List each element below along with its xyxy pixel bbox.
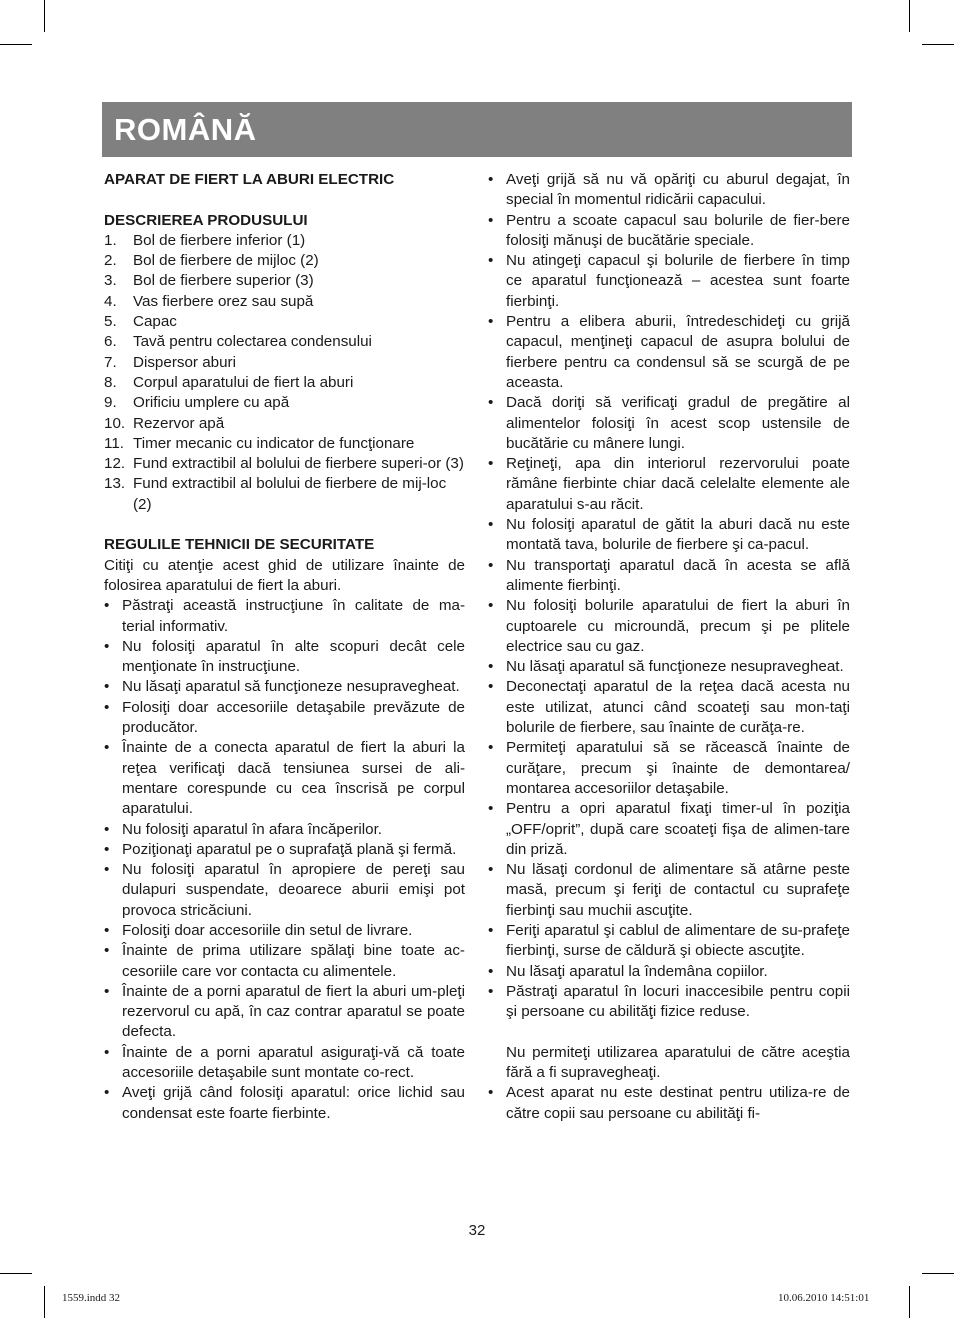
list-item-text: Tavă pentru colectarea condensului [133, 333, 372, 351]
list-item-text: Orificiu umplere cu apă [133, 394, 290, 412]
bullet-icon: • [488, 171, 494, 188]
list-item [104, 373, 465, 393]
list-item-text: Capac [133, 313, 177, 331]
supervision-note: Nu permiteţi utilizarea aparatului de către aceştia fără a fi supravegheaţi. [506, 1043, 850, 1082]
bullet-icon: • [488, 678, 494, 696]
list-item [104, 596, 465, 637]
list-item-text: Feriţi aparatul şi cablul de alimentare de su-prafeţe fierbinţi, surse de căldură şi obiecte ascuţite. [506, 921, 850, 960]
bullet-icon: • [104, 820, 110, 838]
list-item-text: Bol de fierbere de mijloc (2) [133, 252, 319, 270]
list-item [104, 312, 465, 332]
list-item-text: Dispersor aburi [133, 353, 236, 371]
safety-bullet-list [104, 596, 465, 1124]
list-item-number: 12. [104, 455, 126, 473]
list-item-text: Nu folosiţi aparatul în apropiere de pereţi sau dulapuri suspendate, deoarece aburii emişi pot provoca stricăciuni. [122, 861, 465, 919]
list-item-text: Pentru a scoate capacul sau bolurile de fier-bere folosiţi mănuşi de bucătărie speciale. [506, 211, 850, 249]
list-item-text: Nu folosiţi bolurile aparatului de fiert la aburi în cuptoarele cu microundă, precum şi pe plitele electrice sau cu gaz. [506, 597, 850, 655]
description-heading: DESCRIEREA PRODUSULUI [104, 211, 308, 229]
parts-list [104, 231, 465, 515]
bullet-icon: • [104, 597, 110, 615]
list-item [104, 637, 465, 678]
list-item [488, 454, 850, 515]
crop-mark [44, 0, 45, 32]
list-item-number: 13. [104, 475, 126, 493]
list-item [104, 820, 465, 840]
bullet-icon: • [104, 739, 110, 757]
bullet-icon: • [488, 597, 494, 615]
crop-mark [0, 1273, 32, 1274]
bullet-icon: • [488, 455, 494, 473]
list-item-number: 5. [104, 313, 117, 331]
list-item [104, 454, 465, 474]
list-item [104, 251, 465, 271]
list-item [104, 677, 465, 697]
bullet-icon: • [488, 800, 494, 818]
list-item [104, 738, 465, 819]
list-item-text: Nu atingeţi capacul şi bolurile de fierbere în timp ce aparatul funcţionează – acestea sunt foarte fierbinţi. [506, 252, 850, 310]
list-item [104, 353, 465, 373]
list-item [104, 840, 465, 860]
safety-heading: REGULILE TEHNICII DE SECURITATE [104, 536, 375, 554]
list-item-text: Bol de fierbere superior (3) [133, 272, 314, 290]
list-item [104, 292, 465, 312]
list-item-text: Poziţionaţi aparatul pe o suprafaţă plană şi fermă. [122, 840, 457, 858]
bullet-icon: • [488, 739, 494, 757]
list-item-text: Pentru a opri aparatul fixaţi timer-ul în poziţia „OFF/oprit”, după care scoateţi fişa de alimen-tare din priză. [506, 800, 850, 858]
list-item-text: Nu lăsaţi aparatul la îndemâna copiilor. [506, 962, 768, 980]
right-column [488, 170, 850, 1124]
page-number: 32 [468, 1222, 486, 1239]
bullet-icon: • [488, 962, 494, 980]
list-item [104, 271, 465, 291]
list-item-text: Păstraţi aparatul în locuri inaccesibile pentru copii şi persoane cu abilităţi fizice reduse. [506, 982, 850, 1021]
bullet-icon: • [104, 1084, 110, 1102]
list-item-number: 2. [104, 252, 117, 270]
list-item [104, 982, 465, 1043]
list-item-text: Dacă doriţi să verificaţi gradul de pregătire al alimentelor folosiţi în acest scop ustensile de bucătărie cu mânere lungi. [506, 394, 850, 452]
list-item [488, 860, 850, 921]
bullet-icon: • [104, 637, 110, 655]
product-title: APARAT DE FIERT LA ABURI ELECTRIC [104, 171, 395, 188]
list-item-text: Înainte de a porni aparatul de fiert la aburi um-pleţi rezervorul cu apă, în caz contrar aparatul se poate defecta. [122, 982, 465, 1041]
list-item [488, 556, 850, 597]
bullet-icon: • [488, 516, 494, 534]
list-item-text: Timer mecanic cu indicator de funcţionare [133, 434, 415, 452]
list-item [104, 1043, 465, 1084]
list-item-text: Permiteţi aparatului să se răcească înainte de curăţare, precum şi înainte de demontarea/ montarea accesoriilor detaşabile. [506, 739, 850, 797]
list-item-text: Corpul aparatului de fiert la aburi [133, 373, 354, 391]
list-item [488, 170, 850, 211]
list-item [104, 393, 465, 413]
list-item [488, 657, 850, 677]
list-item [104, 231, 465, 251]
list-item-text: Nu transportaţi aparatul dacă în acesta se află alimente fierbinţi. [506, 556, 850, 594]
crop-mark [909, 0, 910, 32]
list-item [488, 1083, 850, 1124]
bullet-icon: • [104, 840, 110, 858]
bullet-icon: • [488, 1084, 494, 1102]
list-item [488, 312, 850, 393]
list-item [488, 921, 850, 962]
list-item-number: 1. [104, 231, 117, 249]
safety-intro: Citiţi cu atenţie acest ghid de utilizare înainte de folosirea aparatului de fiert la aburi. [104, 556, 465, 594]
list-item [104, 474, 465, 515]
list-item [104, 332, 465, 352]
list-item [488, 211, 850, 252]
left-column [104, 170, 465, 1124]
bullet-icon: • [104, 678, 110, 696]
list-item-number: 4. [104, 292, 117, 310]
bullet-icon: • [104, 698, 110, 716]
bullet-icon: • [104, 1043, 110, 1061]
bullet-icon: • [488, 861, 494, 879]
date-info: 10.06.2010 14:51:01 [778, 1292, 870, 1304]
list-item-text: Acest aparat nu este destinat pentru utiliza-re de către copii sau persoane cu abilităţi fi- [506, 1084, 850, 1122]
bullet-icon: • [488, 556, 494, 574]
crop-mark [922, 1273, 954, 1274]
list-item-text: Nu folosiţi aparatul în alte scopuri decât cele menţionate în instrucţiune. [122, 637, 465, 676]
list-item-text: Înainte de prima utilizare spălaţi bine toate ac-cesoriile care vor contacta cu alimentele. [122, 942, 465, 980]
language-title: ROMÂNĂ [114, 112, 257, 147]
crop-mark [922, 44, 954, 45]
list-item-text: Înainte de a porni aparatul asiguraţi-vă că toate accesoriile detaşabile sunt montate co-rect. [122, 1043, 465, 1082]
bullet-icon: • [488, 313, 494, 331]
list-item-text: Nu lăsaţi cordonul de alimentare să atârne peste masă, precum şi feriţi de contactul cu suprafeţe fierbinţi sau muchii ascuţite. [506, 861, 850, 919]
list-item [104, 434, 465, 454]
bullet-icon: • [488, 394, 494, 412]
bullet-icon: • [488, 252, 494, 270]
list-item [488, 393, 850, 454]
list-item [104, 414, 465, 434]
list-item [104, 1083, 465, 1124]
list-item-number: 8. [104, 373, 117, 391]
crop-mark [909, 1286, 910, 1318]
list-item-text: Bol de fierbere inferior (1) [133, 231, 306, 249]
list-item-number: 11. [104, 434, 124, 452]
list-item-text: Nu folosiţi aparatul de gătit la aburi dacă nu este montată tava, bolurile de fierbere şi ca-pacul. [506, 516, 850, 554]
list-item [104, 921, 465, 941]
list-item-text: Nu lăsaţi aparatul să funcţioneze nesupravegheat. [122, 678, 460, 696]
list-item [104, 698, 465, 739]
bullet-icon: • [104, 942, 110, 960]
list-item-number: 6. [104, 333, 117, 351]
list-item [488, 738, 850, 799]
list-item-text: Aveţi grijă să nu vă opăriţi cu aburul degajat, în special în momentul ridicării capacului. [506, 171, 850, 209]
list-item [488, 799, 850, 860]
bullet-icon: • [488, 921, 494, 939]
list-item-text: Deconectaţi aparatul de la reţea dacă acesta nu este utilizat, atunci când scoateţi sau mon-taţi bolurile de fierbere, sau înainte de curăţa-re. [506, 678, 850, 737]
crop-mark [0, 44, 32, 45]
list-item [488, 596, 850, 657]
safety-bullet-list [488, 1083, 850, 1124]
list-item-number: 7. [104, 353, 117, 371]
list-item-number: 10. [104, 414, 126, 432]
list-item-number: 9. [104, 394, 117, 412]
bullet-icon: • [104, 982, 110, 1000]
list-item [104, 941, 465, 982]
list-item-text: Folosiţi doar accesoriile detaşabile prevăzute de producător. [122, 698, 465, 737]
list-item-text: Vas fierbere orez sau supă [133, 292, 314, 310]
crop-mark [44, 1286, 45, 1318]
list-item-text: Nu lăsaţi aparatul să funcţioneze nesupravegheat. [506, 658, 844, 676]
safety-bullet-list [488, 170, 850, 1022]
list-item-text: Fund extractibil al bolului de fierbere superi-or (3) [133, 455, 464, 473]
list-item [488, 982, 850, 1023]
list-item-text: Folosiţi doar accesoriile din setul de livrare. [122, 921, 413, 939]
list-item-text: Pentru a elibera aburii, întredeschideţi cu grijă capacul, menţineţi capacul de asupra bolului de fierbere pentru ca condensul să se scurgă de pe aceasta. [506, 313, 850, 391]
file-info: 1559.indd 32 [62, 1292, 121, 1304]
list-item-text: Reţineţi, apa din interiorul rezervorului poate rămâne fierbinte chiar dacă celelalte elemente ale aparatului s-au răcit. [506, 455, 850, 513]
bullet-icon: • [488, 982, 494, 1000]
list-item [104, 860, 465, 921]
list-item [488, 251, 850, 312]
list-item-text: Fund extractibil al bolului de fierbere de mij-loc (2) [133, 475, 447, 513]
bullet-icon: • [488, 211, 494, 229]
list-item [488, 962, 850, 982]
list-item [488, 515, 850, 556]
list-item-text: Nu folosiţi aparatul în afara încăperilor. [122, 820, 383, 838]
bullet-icon: • [104, 921, 110, 939]
list-item [488, 677, 850, 738]
bullet-icon: • [488, 658, 494, 676]
list-item-text: Rezervor apă [133, 414, 225, 432]
list-item-number: 3. [104, 272, 117, 290]
bullet-icon: • [104, 861, 110, 879]
list-item-text: Înainte de a conecta aparatul de fiert la aburi la reţea verificaţi dacă tensiunea sursei de ali-mentare corespunde cu cea înscrisă pe corpul aparatului. [122, 739, 465, 818]
list-item-text: Păstraţi această instrucţiune în calitate de ma-terial informativ. [122, 597, 465, 635]
list-item-text: Aveţi grijă când folosiţi aparatul: orice lichid sau condensat este foarte fierbinte. [122, 1084, 465, 1122]
language-header-bar [102, 102, 852, 157]
